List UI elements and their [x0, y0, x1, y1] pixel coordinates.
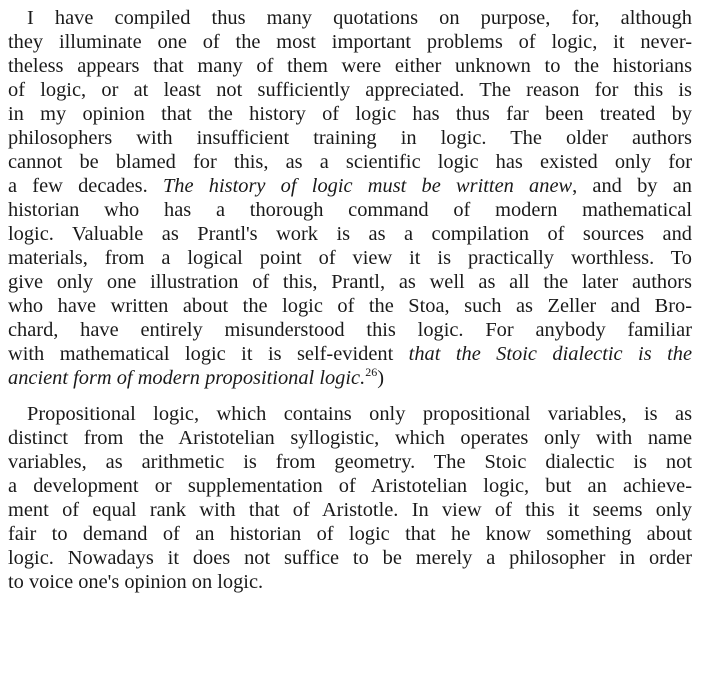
text-run: ) [377, 367, 384, 389]
text-line: I have compiled thus many quotations on purpose, for, although [27, 7, 692, 29]
text-line: of logic, or at least not sufficiently appreciated. The reason for this is [8, 79, 692, 101]
text-line: Propositional logic, which contains only propositional variables, is as [27, 403, 692, 425]
text-run: with mathematical logic it is self-evident [8, 343, 409, 365]
text-line: cannot be blamed for this, as a scientific logic has existed only for [8, 151, 692, 173]
text-line: historian who has a thorough command of modern mathematical [8, 199, 692, 221]
text-line [8, 366, 692, 390]
text-run: a few decades. [8, 175, 163, 197]
text-line: in my opinion that the history of logic has thus far been treated by [8, 103, 692, 125]
text-line: they illuminate one of the most important problems of logic, it never- [8, 31, 692, 53]
text-line: ment of equal rank with that of Aristotle. In view of this it seems only [8, 499, 692, 521]
text-line: give only one illustration of this, Prantl, as well as all the later authors [8, 271, 692, 293]
italic-emphasis: The history of logic must be written anew [162, 175, 573, 197]
italic-emphasis: ancient form of modern propositional logic. [8, 367, 366, 389]
text-line: materials, from a logical point of view it is practically worthless. To [8, 247, 692, 269]
text-line: philosophers with insufficient training in logic. The older authors [8, 127, 692, 149]
text-line: logic. Valuable as Prantl's work is as a compilation of sources and [8, 223, 692, 245]
text-line: a development or supplementation of Aristotelian logic, but an achieve- [8, 475, 692, 497]
text-line: fair to demand of an historian of logic that he know something about [8, 523, 692, 545]
text-line: distinct from the Aristotelian syllogistic, which operates only with name [8, 427, 692, 449]
text-line [8, 342, 692, 366]
text-line: theless appears that many of them were either unknown to the historians [8, 55, 692, 77]
italic-emphasis: that the Stoic dialectic is the [408, 343, 692, 365]
text-line: variables, as arithmetic is from geometry. The Stoic dialectic is not [8, 451, 692, 473]
text-run: , and by an [572, 175, 692, 197]
text-line: who have written about the logic of the Stoa, such as Zeller and Bro- [8, 295, 692, 317]
text-line: chard, have entirely misunderstood this logic. For anybody familiar [8, 319, 692, 341]
text-line: logic. Nowadays it does not suffice to be merely a philosopher in order [8, 547, 692, 569]
text-line: to voice one's opinion on logic. [8, 571, 264, 593]
text-line [8, 174, 692, 198]
footnote-reference[interactable]: 26 [365, 365, 378, 379]
